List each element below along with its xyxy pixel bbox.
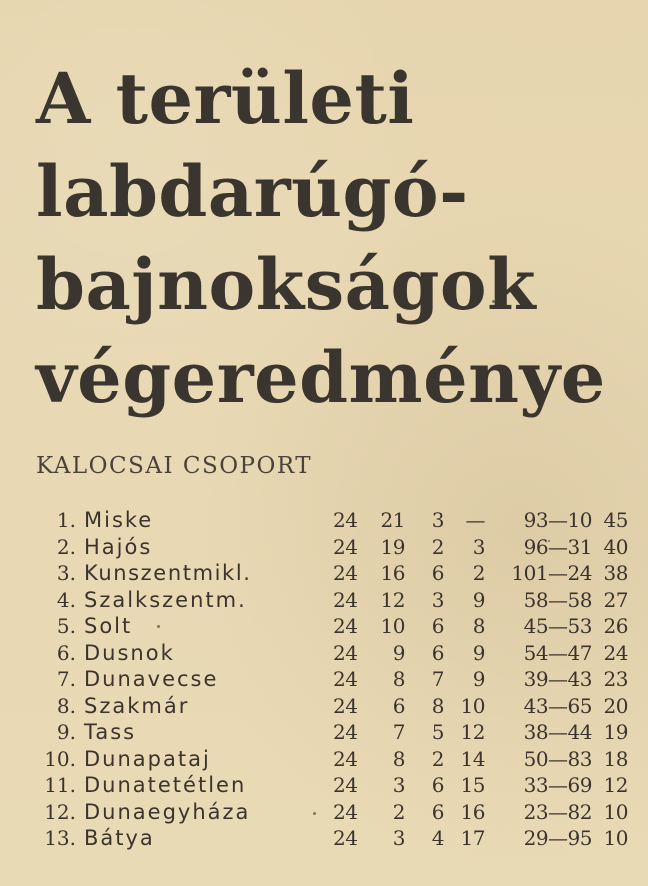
played-cell: 24 bbox=[333, 693, 358, 718]
drawn-cell: 2 bbox=[431, 534, 444, 559]
drawn-cell: 6 bbox=[431, 561, 444, 585]
drawn-cell: 3 bbox=[431, 508, 444, 532]
rank-cell: 5. bbox=[56, 614, 76, 638]
goals-cell: 93—10 bbox=[523, 508, 592, 532]
lost-cell: 3 bbox=[472, 534, 485, 559]
won-cell: 7 bbox=[392, 720, 405, 744]
drawn-cell: 7 bbox=[431, 667, 444, 691]
points-cell: 27 bbox=[603, 587, 628, 612]
rank-cell: 4. bbox=[56, 587, 76, 612]
table-row bbox=[0, 746, 648, 772]
drawn-cell: 6 bbox=[431, 773, 444, 797]
table-row bbox=[0, 693, 648, 719]
lost-cell: 10 bbox=[460, 693, 485, 718]
drawn-cell: 6 bbox=[431, 799, 444, 824]
headline-line: végeredménye bbox=[36, 336, 606, 419]
played-cell: 24 bbox=[333, 561, 358, 585]
goals-cell: 23—82 bbox=[523, 799, 592, 824]
goals-cell: 58—58 bbox=[523, 587, 592, 612]
team-cell: Dusnok bbox=[84, 640, 175, 665]
team-cell: Bátya bbox=[84, 826, 155, 850]
table-row bbox=[0, 799, 648, 825]
goals-cell: 50—83 bbox=[523, 746, 592, 771]
rank-cell: 11. bbox=[44, 773, 76, 797]
points-cell: 24 bbox=[603, 640, 628, 665]
goals-cell: 39—43 bbox=[523, 667, 592, 691]
rank-cell: 6. bbox=[56, 640, 76, 665]
played-cell: 24 bbox=[333, 746, 358, 771]
table-row bbox=[0, 825, 648, 851]
won-cell: 19 bbox=[380, 534, 405, 559]
won-cell: 6 bbox=[392, 693, 405, 718]
won-cell: 3 bbox=[392, 773, 405, 797]
table-row bbox=[0, 560, 648, 586]
headline-line: labdarúgó- bbox=[36, 150, 469, 233]
rank-cell: 3. bbox=[56, 561, 76, 585]
won-cell: 8 bbox=[392, 667, 405, 691]
won-cell: 9 bbox=[392, 640, 405, 665]
played-cell: 24 bbox=[333, 640, 358, 665]
points-cell: 38 bbox=[603, 561, 628, 585]
goals-cell: 38—44 bbox=[523, 720, 592, 744]
rank-cell: 10. bbox=[44, 746, 76, 771]
played-cell: 24 bbox=[333, 773, 358, 797]
article-headline bbox=[36, 52, 606, 424]
points-cell: 45 bbox=[603, 508, 628, 532]
played-cell: 24 bbox=[333, 799, 358, 824]
played-cell: 24 bbox=[333, 508, 358, 532]
played-cell: 24 bbox=[333, 587, 358, 612]
team-cell: Tass bbox=[84, 720, 137, 744]
table-row bbox=[0, 640, 648, 666]
points-cell: 10 bbox=[603, 799, 628, 824]
headline-line: A területi bbox=[36, 57, 415, 140]
won-cell: 16 bbox=[380, 561, 405, 585]
rank-cell: 1. bbox=[56, 508, 76, 532]
played-cell: 24 bbox=[333, 826, 358, 850]
team-cell: Dunavecse bbox=[84, 667, 219, 691]
played-cell: 24 bbox=[333, 720, 358, 744]
goals-cell: 33—69 bbox=[523, 773, 592, 797]
team-cell: Dunapataj bbox=[84, 746, 211, 771]
team-cell: Dunaegyháza bbox=[84, 799, 251, 824]
won-cell: 2 bbox=[392, 799, 405, 824]
lost-cell: 15 bbox=[460, 773, 485, 797]
team-cell: Dunatetétlen bbox=[84, 773, 247, 797]
table-row bbox=[0, 613, 648, 639]
points-cell: 12 bbox=[603, 773, 628, 797]
goals-cell: 96—31 bbox=[523, 534, 592, 559]
points-cell: 20 bbox=[603, 693, 628, 718]
goals-cell: 43—65 bbox=[523, 693, 592, 718]
won-cell: 21 bbox=[380, 508, 405, 532]
table-row bbox=[0, 772, 648, 798]
points-cell: 40 bbox=[603, 534, 628, 559]
lost-cell: 9 bbox=[472, 640, 485, 665]
lost-cell: 2 bbox=[472, 561, 485, 585]
rank-cell: 8. bbox=[56, 693, 76, 718]
lost-cell: 16 bbox=[460, 799, 485, 824]
team-cell: Miske bbox=[84, 508, 154, 532]
team-cell: Kunszentmikl. bbox=[84, 561, 252, 585]
played-cell: 24 bbox=[333, 534, 358, 559]
rank-cell: 9. bbox=[56, 720, 76, 744]
won-cell: 12 bbox=[380, 587, 405, 612]
drawn-cell: 4 bbox=[431, 826, 444, 850]
points-cell: 26 bbox=[603, 614, 628, 638]
goals-cell: 29—95 bbox=[523, 826, 592, 850]
goals-cell: 54—47 bbox=[523, 640, 592, 665]
drawn-cell: 6 bbox=[431, 614, 444, 638]
lost-cell: 8 bbox=[472, 614, 485, 638]
team-cell: Szakmár bbox=[84, 693, 190, 718]
lost-cell: 14 bbox=[460, 746, 485, 771]
points-cell: 18 bbox=[603, 746, 628, 771]
drawn-cell: 8 bbox=[431, 693, 444, 718]
table-row bbox=[0, 719, 648, 745]
won-cell: 3 bbox=[392, 826, 405, 850]
drawn-cell: 6 bbox=[431, 640, 444, 665]
group-title: KALOCSAI CSOPORT bbox=[36, 453, 313, 479]
drawn-cell: 5 bbox=[431, 720, 444, 744]
drawn-cell: 2 bbox=[431, 746, 444, 771]
table-row bbox=[0, 534, 648, 560]
drawn-cell: 3 bbox=[431, 587, 444, 612]
points-cell: 10 bbox=[603, 826, 628, 850]
played-cell: 24 bbox=[333, 667, 358, 691]
lost-cell: 17 bbox=[460, 826, 485, 850]
lost-cell: — bbox=[465, 508, 485, 532]
points-cell: 19 bbox=[603, 720, 628, 744]
team-cell: Hajós bbox=[84, 534, 153, 559]
rank-cell: 12. bbox=[44, 799, 76, 824]
table-row bbox=[0, 666, 648, 692]
goals-cell: 45—53 bbox=[523, 614, 592, 638]
rank-cell: 7. bbox=[56, 667, 76, 691]
headline-line: bajnokságok bbox=[36, 243, 537, 326]
team-cell: Szalkszentm. bbox=[84, 587, 247, 612]
team-cell: Solt bbox=[84, 614, 133, 638]
won-cell: 10 bbox=[380, 614, 405, 638]
won-cell: 8 bbox=[392, 746, 405, 771]
table-row bbox=[0, 507, 648, 533]
table-row bbox=[0, 587, 648, 613]
lost-cell: 9 bbox=[472, 667, 485, 691]
rank-cell: 13. bbox=[44, 826, 76, 850]
goals-cell: 101—24 bbox=[511, 561, 592, 585]
rank-cell: 2. bbox=[56, 534, 76, 559]
lost-cell: 9 bbox=[472, 587, 485, 612]
lost-cell: 12 bbox=[460, 720, 485, 744]
points-cell: 23 bbox=[603, 667, 628, 691]
played-cell: 24 bbox=[333, 614, 358, 638]
